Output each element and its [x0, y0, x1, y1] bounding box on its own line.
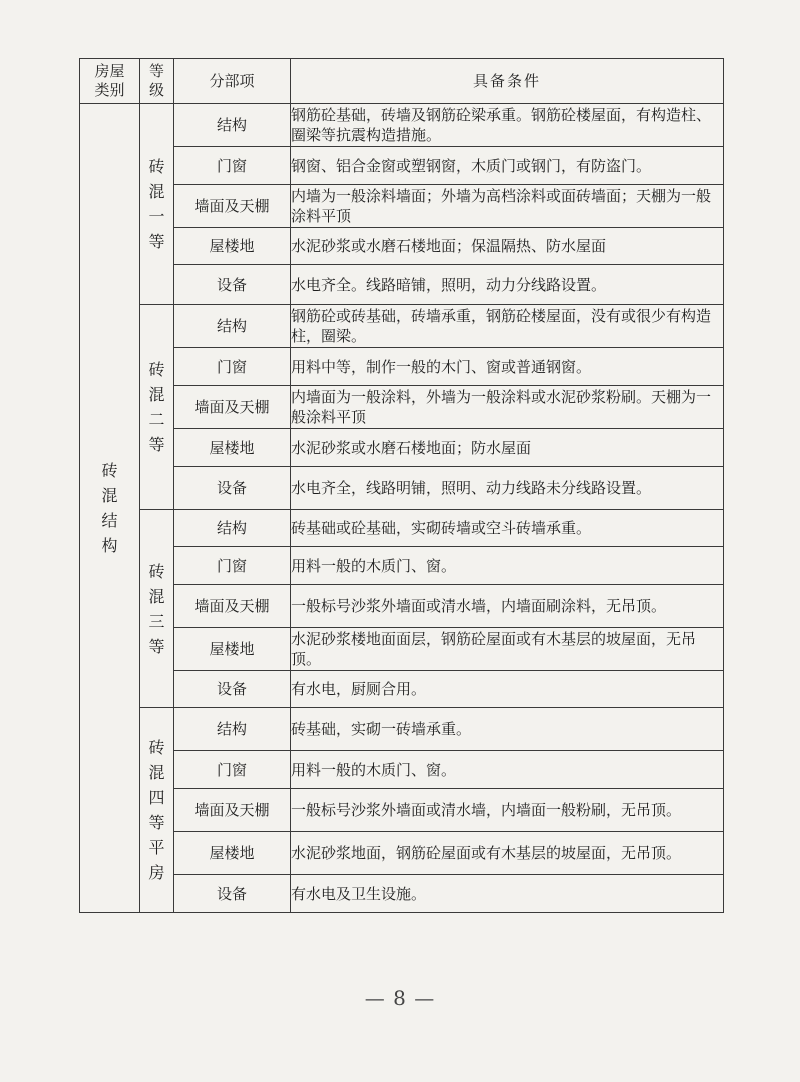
- grade-label: 砖混四等平房: [148, 738, 165, 882]
- part-cell: 屋楼地: [174, 628, 291, 671]
- condition-cell: 用料一般的木质门、窗。: [291, 547, 724, 585]
- table-row: [80, 510, 724, 547]
- part-cell: 门窗: [174, 751, 291, 789]
- table-row: [80, 671, 724, 708]
- condition-cell: 水泥砂浆或水磨石楼地面；防水屋面: [291, 429, 724, 467]
- condition-cell: 有水电，厨厕合用。: [291, 671, 724, 708]
- part-cell: 设备: [174, 875, 291, 913]
- part-cell: 门窗: [174, 348, 291, 386]
- header-condition: 具备条件: [291, 59, 724, 104]
- condition-cell: 钢筋砼或砖基础，砖墙承重，钢筋砼楼屋面，没有或很少有构造柱，圈梁。: [291, 305, 724, 348]
- table-row: [80, 832, 724, 875]
- grade-label: 砖混二等: [148, 360, 165, 454]
- part-cell: 屋楼地: [174, 832, 291, 875]
- table-row: [80, 348, 724, 386]
- part-cell: 门窗: [174, 147, 291, 185]
- condition-cell: 水电齐全，线路明铺，照明、动力线路未分线路设置。: [291, 467, 724, 510]
- table-body: [80, 104, 724, 913]
- part-cell: 墙面及天棚: [174, 789, 291, 832]
- table-row: [80, 305, 724, 348]
- grade-label: 砖混三等: [148, 561, 165, 656]
- condition-cell: 砖基础，实砌一砖墙承重。: [291, 708, 724, 751]
- part-cell: 结构: [174, 305, 291, 348]
- header-row: [80, 59, 724, 104]
- part-cell: 屋楼地: [174, 228, 291, 265]
- condition-cell: 水泥砂浆或水磨石楼地面；保温隔热、防水屋面: [291, 228, 724, 265]
- header-grade: 等级: [140, 59, 174, 104]
- table-row: [80, 147, 724, 185]
- part-cell: 结构: [174, 510, 291, 547]
- table-row: [80, 429, 724, 467]
- table-row: [80, 708, 724, 751]
- grade-label: 砖混一等: [148, 157, 165, 251]
- table-row: [80, 875, 724, 913]
- part-cell: 屋楼地: [174, 429, 291, 467]
- header-part: 分部项: [174, 59, 291, 104]
- condition-cell: 内墙为一般涂料墙面；外墙为高档涂料或面砖墙面；天棚为一般涂料平顶: [291, 185, 724, 228]
- grade-conditions-table: [79, 58, 724, 913]
- condition-cell: 一般标号沙浆外墙面或清水墙，内墙面刷涂料，无吊顶。: [291, 585, 724, 628]
- condition-cell: 有水电及卫生设施。: [291, 875, 724, 913]
- table-row: [80, 104, 724, 147]
- part-cell: 设备: [174, 671, 291, 708]
- part-cell: 门窗: [174, 547, 291, 585]
- grade-cell: [140, 104, 174, 305]
- condition-cell: 水泥砂浆楼地面面层，钢筋砼屋面或有木基层的坡屋面，无吊顶。: [291, 628, 724, 671]
- table-row: [80, 386, 724, 429]
- condition-cell: 水泥砂浆地面，钢筋砼屋面或有木基层的坡屋面，无吊顶。: [291, 832, 724, 875]
- part-cell: 设备: [174, 265, 291, 305]
- condition-cell: 钢窗、铝合金窗或塑钢窗，木质门或钢门，有防盗门。: [291, 147, 724, 185]
- condition-cell: 一般标号沙浆外墙面或清水墙，内墙面一般粉刷，无吊顶。: [291, 789, 724, 832]
- table-row: [80, 547, 724, 585]
- header-house-type: 房屋类别: [80, 59, 140, 104]
- condition-cell: 用料中等，制作一般的木门、窗或普通钢窗。: [291, 348, 724, 386]
- condition-cell: 钢筋砼基础，砖墙及钢筋砼梁承重。钢筋砼楼屋面，有构造柱、圈梁等抗震构造措施。: [291, 104, 724, 147]
- part-cell: 墙面及天棚: [174, 386, 291, 429]
- part-cell: 结构: [174, 104, 291, 147]
- table-row: [80, 789, 724, 832]
- part-cell: 结构: [174, 708, 291, 751]
- table-row: [80, 228, 724, 265]
- condition-cell: 用料一般的木质门、窗。: [291, 751, 724, 789]
- house-type-cell: [80, 104, 140, 913]
- table-row: [80, 628, 724, 671]
- part-cell: 设备: [174, 467, 291, 510]
- part-cell: 墙面及天棚: [174, 185, 291, 228]
- grade-cell: [140, 510, 174, 708]
- grade-cell: [140, 708, 174, 913]
- table-row: [80, 185, 724, 228]
- condition-cell: 水电齐全。线路暗铺，照明，动力分线路设置。: [291, 265, 724, 305]
- part-cell: 墙面及天棚: [174, 585, 291, 628]
- table-row: [80, 751, 724, 789]
- house-type-label: 砖混结构: [101, 461, 118, 555]
- grade-cell: [140, 305, 174, 510]
- page-number: — 8 —: [364, 986, 436, 1010]
- condition-cell: 砖基础或砼基础，实砌砖墙或空斗砖墙承重。: [291, 510, 724, 547]
- table-row: [80, 467, 724, 510]
- table-row: [80, 585, 724, 628]
- condition-cell: 内墙面为一般涂料，外墙为一般涂料或水泥砂浆粉刷。天棚为一般涂料平顶: [291, 386, 724, 429]
- table-row: [80, 265, 724, 305]
